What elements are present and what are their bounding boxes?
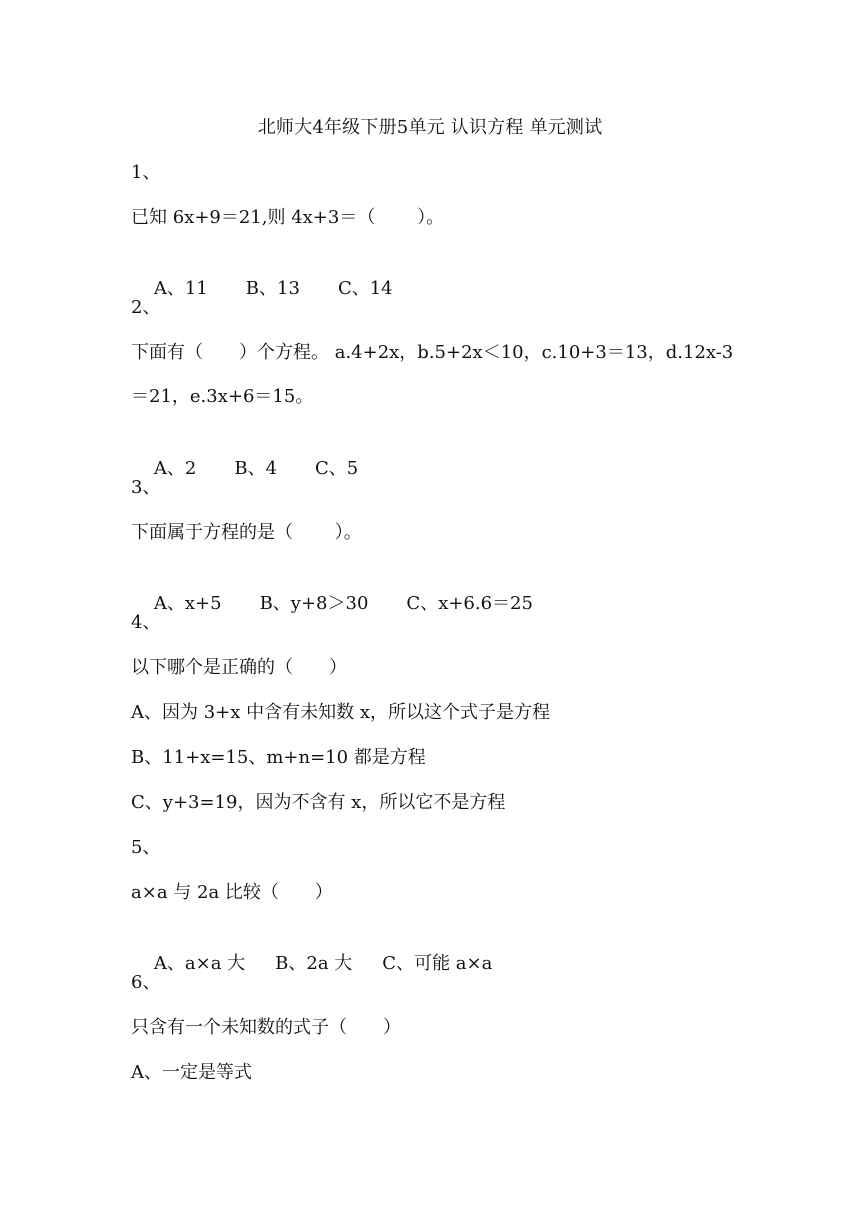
question-5-number: 5、 — [131, 837, 161, 858]
question-1-option-a: A、11 — [153, 278, 208, 299]
question-1-number: 1、 — [131, 162, 161, 183]
question-3-option-c: C、x+6.6＝25 — [406, 593, 533, 614]
question-4-option-a: A、因为 3+x 中含有未知数 x，所以这个式子是方程 — [131, 702, 550, 723]
question-2-option-a: A、2 — [153, 458, 197, 479]
question-5-options — [131, 925, 492, 1003]
question-1-option-c: C、14 — [337, 278, 393, 299]
question-5-option-b: B、2a 大 — [275, 953, 353, 974]
question-3-option-a: A、x+5 — [153, 593, 222, 614]
question-2-option-b: B、4 — [234, 458, 278, 479]
question-2-stem-line-1: 下面有（ ）个方程。 a.4+2x，b.5+2x＜10，c.10+3＝13，d.12x-3 — [131, 342, 734, 363]
question-5-option-a: A、a×a 大 — [153, 953, 246, 974]
question-3-stem: 下面属于方程的是（ ）。 — [131, 522, 362, 543]
question-1-stem: 已知 6x+9＝21,则 4x+3＝（ ）。 — [131, 207, 445, 228]
question-1-options — [131, 250, 393, 328]
question-4-number: 4、 — [131, 612, 161, 633]
question-6-number: 6、 — [131, 972, 161, 993]
question-2-options — [131, 430, 358, 508]
question-2-stem-line-2: ＝21，e.3x+6＝15。 — [131, 386, 314, 407]
question-5-option-c: C、可能 a×a — [382, 953, 493, 974]
question-4-stem: 以下哪个是正确的（ ） — [131, 657, 347, 678]
question-4-option-c: C、y+3=19，因为不含有 x，所以它不是方程 — [131, 792, 506, 813]
document-title: 北师大4年级下册5单元 认识方程 单元测试 — [257, 117, 603, 138]
question-3-option-b: B、y+8＞30 — [259, 593, 369, 614]
question-6-option-a: A、一定是等式 — [131, 1062, 252, 1083]
question-2-option-c: C、5 — [315, 458, 359, 479]
question-3-number: 3、 — [131, 477, 161, 498]
question-5-stem: a×a 与 2a 比较（ ） — [131, 882, 333, 903]
question-2-number: 2、 — [131, 297, 161, 318]
question-4-option-b: B、11+x=15、m+n=10 都是方程 — [131, 747, 426, 768]
question-3-options — [131, 565, 533, 643]
question-1-option-b: B、13 — [245, 278, 300, 299]
question-6-stem: 只含有一个未知数的式子（ ） — [131, 1017, 401, 1038]
